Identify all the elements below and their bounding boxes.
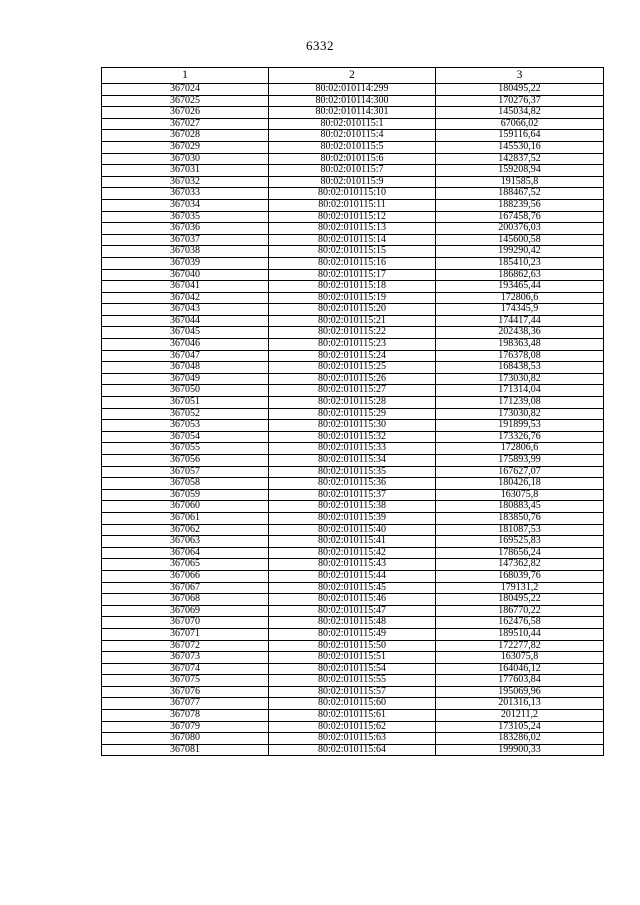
cadastral-number-cell: 80:02:010115:13 <box>269 223 436 235</box>
cadastral-number-cell: 80:02:010115:45 <box>269 582 436 594</box>
data-table <box>101 67 604 756</box>
table-row <box>102 652 604 664</box>
value-cell: 180883,45 <box>436 501 604 513</box>
row-id-cell: 367046 <box>102 339 269 351</box>
row-id-cell: 367081 <box>102 744 269 756</box>
value-cell: 175893,99 <box>436 455 604 467</box>
row-id-cell: 367075 <box>102 675 269 687</box>
table-row <box>102 281 604 293</box>
value-cell: 202438,36 <box>436 327 604 339</box>
cadastral-number-cell: 80:02:010115:61 <box>269 710 436 722</box>
cadastral-number-cell: 80:02:010115:9 <box>269 176 436 188</box>
value-cell: 168039,76 <box>436 570 604 582</box>
value-cell: 172277,82 <box>436 640 604 652</box>
row-id-cell: 367037 <box>102 234 269 246</box>
value-cell: 201211,2 <box>436 710 604 722</box>
table-row <box>102 455 604 467</box>
table-row <box>102 350 604 362</box>
table-row <box>102 605 604 617</box>
table-row <box>102 675 604 687</box>
table-row <box>102 443 604 455</box>
cadastral-number-cell: 80:02:010115:48 <box>269 617 436 629</box>
value-cell: 172806,6 <box>436 292 604 304</box>
value-cell: 191585,8 <box>436 176 604 188</box>
table-row <box>102 211 604 223</box>
table-row <box>102 188 604 200</box>
row-id-cell: 367052 <box>102 408 269 420</box>
cadastral-number-cell: 80:02:010115:63 <box>269 733 436 745</box>
cadastral-number-cell: 80:02:010115:12 <box>269 211 436 223</box>
table-row <box>102 234 604 246</box>
table-row <box>102 397 604 409</box>
row-id-cell: 367058 <box>102 478 269 490</box>
table-row <box>102 118 604 130</box>
value-cell: 200376,03 <box>436 223 604 235</box>
table-row <box>102 408 604 420</box>
value-cell: 181087,53 <box>436 524 604 536</box>
cadastral-number-cell: 80:02:010115:51 <box>269 652 436 664</box>
cadastral-number-cell: 80:02:010115:38 <box>269 501 436 513</box>
table-row <box>102 304 604 316</box>
table-row <box>102 640 604 652</box>
value-cell: 162476,58 <box>436 617 604 629</box>
value-cell: 178656,24 <box>436 547 604 559</box>
value-cell: 195069,96 <box>436 686 604 698</box>
value-cell: 173030,82 <box>436 373 604 385</box>
cadastral-number-cell: 80:02:010115:57 <box>269 686 436 698</box>
table-row <box>102 721 604 733</box>
value-cell: 198363,48 <box>436 339 604 351</box>
row-id-cell: 367027 <box>102 118 269 130</box>
table-row <box>102 617 604 629</box>
cadastral-number-cell: 80:02:010115:26 <box>269 373 436 385</box>
table-row <box>102 84 604 96</box>
row-id-cell: 367062 <box>102 524 269 536</box>
value-cell: 164046,12 <box>436 663 604 675</box>
row-id-cell: 367049 <box>102 373 269 385</box>
row-id-cell: 367077 <box>102 698 269 710</box>
cadastral-number-cell: 80:02:010115:55 <box>269 675 436 687</box>
row-id-cell: 367068 <box>102 594 269 606</box>
value-cell: 174417,44 <box>436 315 604 327</box>
row-id-cell: 367074 <box>102 663 269 675</box>
row-id-cell: 367080 <box>102 733 269 745</box>
cadastral-number-cell: 80:02:010115:4 <box>269 130 436 142</box>
cadastral-number-cell: 80:02:010115:17 <box>269 269 436 281</box>
value-cell: 199290,42 <box>436 246 604 258</box>
cadastral-number-cell: 80:02:010115:49 <box>269 628 436 640</box>
row-id-cell: 367059 <box>102 489 269 501</box>
table-row <box>102 130 604 142</box>
value-cell: 145034,82 <box>436 107 604 119</box>
value-cell: 173030,82 <box>436 408 604 420</box>
row-id-cell: 367061 <box>102 512 269 524</box>
table-row <box>102 269 604 281</box>
row-id-cell: 367048 <box>102 362 269 374</box>
table-row <box>102 327 604 339</box>
cadastral-number-cell: 80:02:010115:37 <box>269 489 436 501</box>
row-id-cell: 367045 <box>102 327 269 339</box>
row-id-cell: 367070 <box>102 617 269 629</box>
value-cell: 199900,33 <box>436 744 604 756</box>
table-row <box>102 512 604 524</box>
table-row <box>102 582 604 594</box>
table-row <box>102 489 604 501</box>
value-cell: 170276,37 <box>436 95 604 107</box>
table-row <box>102 176 604 188</box>
cadastral-number-cell: 80:02:010115:44 <box>269 570 436 582</box>
value-cell: 172806,6 <box>436 443 604 455</box>
value-cell: 145530,16 <box>436 141 604 153</box>
cadastral-number-cell: 80:02:010115:1 <box>269 118 436 130</box>
row-id-cell: 367078 <box>102 710 269 722</box>
table-row <box>102 478 604 490</box>
table-row <box>102 246 604 258</box>
cadastral-number-cell: 80:02:010115:28 <box>269 397 436 409</box>
row-id-cell: 367056 <box>102 455 269 467</box>
row-id-cell: 367069 <box>102 605 269 617</box>
row-id-cell: 367030 <box>102 153 269 165</box>
table-row <box>102 223 604 235</box>
row-id-cell: 367064 <box>102 547 269 559</box>
cadastral-number-cell: 80:02:010115:20 <box>269 304 436 316</box>
cadastral-number-cell: 80:02:010115:60 <box>269 698 436 710</box>
table-row <box>102 153 604 165</box>
row-id-cell: 367040 <box>102 269 269 281</box>
cadastral-number-cell: 80:02:010115:27 <box>269 385 436 397</box>
table-row <box>102 199 604 211</box>
value-cell: 191899,53 <box>436 420 604 432</box>
row-id-cell: 367060 <box>102 501 269 513</box>
row-id-cell: 367044 <box>102 315 269 327</box>
cadastral-number-cell: 80:02:010115:16 <box>269 257 436 269</box>
value-cell: 183850,76 <box>436 512 604 524</box>
cadastral-number-cell: 80:02:010115:30 <box>269 420 436 432</box>
row-id-cell: 367041 <box>102 281 269 293</box>
value-cell: 185410,23 <box>436 257 604 269</box>
cadastral-number-cell: 80:02:010115:5 <box>269 141 436 153</box>
table-row <box>102 570 604 582</box>
cadastral-number-cell: 80:02:010115:33 <box>269 443 436 455</box>
row-id-cell: 367034 <box>102 199 269 211</box>
value-cell: 168438,53 <box>436 362 604 374</box>
cadastral-number-cell: 80:02:010114:300 <box>269 95 436 107</box>
value-cell: 201316,13 <box>436 698 604 710</box>
row-id-cell: 367054 <box>102 431 269 443</box>
row-id-cell: 367051 <box>102 397 269 409</box>
table-row <box>102 107 604 119</box>
value-cell: 177603,84 <box>436 675 604 687</box>
value-cell: 174345,9 <box>436 304 604 316</box>
row-id-cell: 367047 <box>102 350 269 362</box>
table-row <box>102 536 604 548</box>
cadastral-number-cell: 80:02:010115:19 <box>269 292 436 304</box>
table-header-row <box>102 68 604 84</box>
table-row <box>102 663 604 675</box>
row-id-cell: 367036 <box>102 223 269 235</box>
row-id-cell: 367025 <box>102 95 269 107</box>
table-row <box>102 524 604 536</box>
row-id-cell: 367057 <box>102 466 269 478</box>
cadastral-number-cell: 80:02:010115:25 <box>269 362 436 374</box>
value-cell: 176378,08 <box>436 350 604 362</box>
value-cell: 142837,52 <box>436 153 604 165</box>
value-cell: 186770,22 <box>436 605 604 617</box>
row-id-cell: 367071 <box>102 628 269 640</box>
cadastral-number-cell: 80:02:010115:42 <box>269 547 436 559</box>
row-id-cell: 367065 <box>102 559 269 571</box>
row-id-cell: 367072 <box>102 640 269 652</box>
value-cell: 163075,8 <box>436 652 604 664</box>
row-id-cell: 367042 <box>102 292 269 304</box>
cadastral-number-cell: 80:02:010114:299 <box>269 84 436 96</box>
value-cell: 145600,58 <box>436 234 604 246</box>
table-row <box>102 95 604 107</box>
value-cell: 180495,22 <box>436 594 604 606</box>
cadastral-number-cell: 80:02:010115:21 <box>269 315 436 327</box>
value-cell: 180495,22 <box>436 84 604 96</box>
cadastral-number-cell: 80:02:010115:15 <box>269 246 436 258</box>
cadastral-number-cell: 80:02:010115:7 <box>269 165 436 177</box>
table-row <box>102 628 604 640</box>
table-row <box>102 292 604 304</box>
cadastral-number-cell: 80:02:010115:35 <box>269 466 436 478</box>
value-cell: 183286,02 <box>436 733 604 745</box>
table-row <box>102 315 604 327</box>
table-row <box>102 141 604 153</box>
row-id-cell: 367073 <box>102 652 269 664</box>
cadastral-number-cell: 80:02:010115:14 <box>269 234 436 246</box>
cadastral-number-cell: 80:02:010115:10 <box>269 188 436 200</box>
cadastral-number-cell: 80:02:010115:50 <box>269 640 436 652</box>
row-id-cell: 367076 <box>102 686 269 698</box>
value-cell: 188239,56 <box>436 199 604 211</box>
value-cell: 186862,63 <box>436 269 604 281</box>
value-cell: 67066,02 <box>436 118 604 130</box>
table-row <box>102 339 604 351</box>
row-id-cell: 367063 <box>102 536 269 548</box>
cadastral-number-cell: 80:02:010115:43 <box>269 559 436 571</box>
value-cell: 188467,52 <box>436 188 604 200</box>
value-cell: 173105,24 <box>436 721 604 733</box>
table-row <box>102 733 604 745</box>
cadastral-number-cell: 80:02:010115:29 <box>269 408 436 420</box>
table-row <box>102 594 604 606</box>
table-body <box>102 84 604 756</box>
cadastral-number-cell: 80:02:010115:40 <box>269 524 436 536</box>
row-id-cell: 367079 <box>102 721 269 733</box>
row-id-cell: 367033 <box>102 188 269 200</box>
row-id-cell: 367067 <box>102 582 269 594</box>
cadastral-number-cell: 80:02:010115:32 <box>269 431 436 443</box>
column-header-1: 1 <box>102 68 269 84</box>
table-row <box>102 559 604 571</box>
page-number: 6332 <box>306 38 334 53</box>
row-id-cell: 367055 <box>102 443 269 455</box>
value-cell: 171239,08 <box>436 397 604 409</box>
table-row <box>102 257 604 269</box>
value-cell: 147362,82 <box>436 559 604 571</box>
cadastral-number-cell: 80:02:010115:54 <box>269 663 436 675</box>
value-cell: 173326,76 <box>436 431 604 443</box>
table-row <box>102 547 604 559</box>
cadastral-number-cell: 80:02:010115:39 <box>269 512 436 524</box>
cadastral-number-cell: 80:02:010115:6 <box>269 153 436 165</box>
cadastral-number-cell: 80:02:010115:62 <box>269 721 436 733</box>
cadastral-number-cell: 80:02:010115:22 <box>269 327 436 339</box>
cadastral-number-cell: 80:02:010115:46 <box>269 594 436 606</box>
table-row <box>102 165 604 177</box>
cadastral-number-cell: 80:02:010115:11 <box>269 199 436 211</box>
cadastral-number-cell: 80:02:010115:36 <box>269 478 436 490</box>
table-row <box>102 698 604 710</box>
table-row <box>102 710 604 722</box>
table-row <box>102 431 604 443</box>
row-id-cell: 367028 <box>102 130 269 142</box>
value-cell: 179131,2 <box>436 582 604 594</box>
value-cell: 193465,44 <box>436 281 604 293</box>
cadastral-number-cell: 80:02:010115:34 <box>269 455 436 467</box>
value-cell: 171314,04 <box>436 385 604 397</box>
row-id-cell: 367038 <box>102 246 269 258</box>
row-id-cell: 367043 <box>102 304 269 316</box>
table-row <box>102 362 604 374</box>
column-header-2: 2 <box>269 68 436 84</box>
value-cell: 159208,94 <box>436 165 604 177</box>
row-id-cell: 367029 <box>102 141 269 153</box>
value-cell: 189510,44 <box>436 628 604 640</box>
row-id-cell: 367032 <box>102 176 269 188</box>
value-cell: 169525,83 <box>436 536 604 548</box>
value-cell: 159116,64 <box>436 130 604 142</box>
value-cell: 167627,07 <box>436 466 604 478</box>
row-id-cell: 367035 <box>102 211 269 223</box>
row-id-cell: 367039 <box>102 257 269 269</box>
value-cell: 163075,8 <box>436 489 604 501</box>
cadastral-number-cell: 80:02:010115:64 <box>269 744 436 756</box>
cadastral-number-cell: 80:02:010115:18 <box>269 281 436 293</box>
row-id-cell: 367024 <box>102 84 269 96</box>
cadastral-number-cell: 80:02:010115:24 <box>269 350 436 362</box>
table-row <box>102 744 604 756</box>
cadastral-number-cell: 80:02:010115:23 <box>269 339 436 351</box>
value-cell: 167458,76 <box>436 211 604 223</box>
table-row <box>102 686 604 698</box>
table-row <box>102 373 604 385</box>
row-id-cell: 367050 <box>102 385 269 397</box>
row-id-cell: 367026 <box>102 107 269 119</box>
table-row <box>102 385 604 397</box>
cadastral-number-cell: 80:02:010115:47 <box>269 605 436 617</box>
table-row <box>102 466 604 478</box>
value-cell: 180426,18 <box>436 478 604 490</box>
row-id-cell: 367031 <box>102 165 269 177</box>
cadastral-number-cell: 80:02:010114:301 <box>269 107 436 119</box>
row-id-cell: 367053 <box>102 420 269 432</box>
cadastral-number-cell: 80:02:010115:41 <box>269 536 436 548</box>
table-row <box>102 501 604 513</box>
table-row <box>102 420 604 432</box>
row-id-cell: 367066 <box>102 570 269 582</box>
column-header-3: 3 <box>436 68 604 84</box>
